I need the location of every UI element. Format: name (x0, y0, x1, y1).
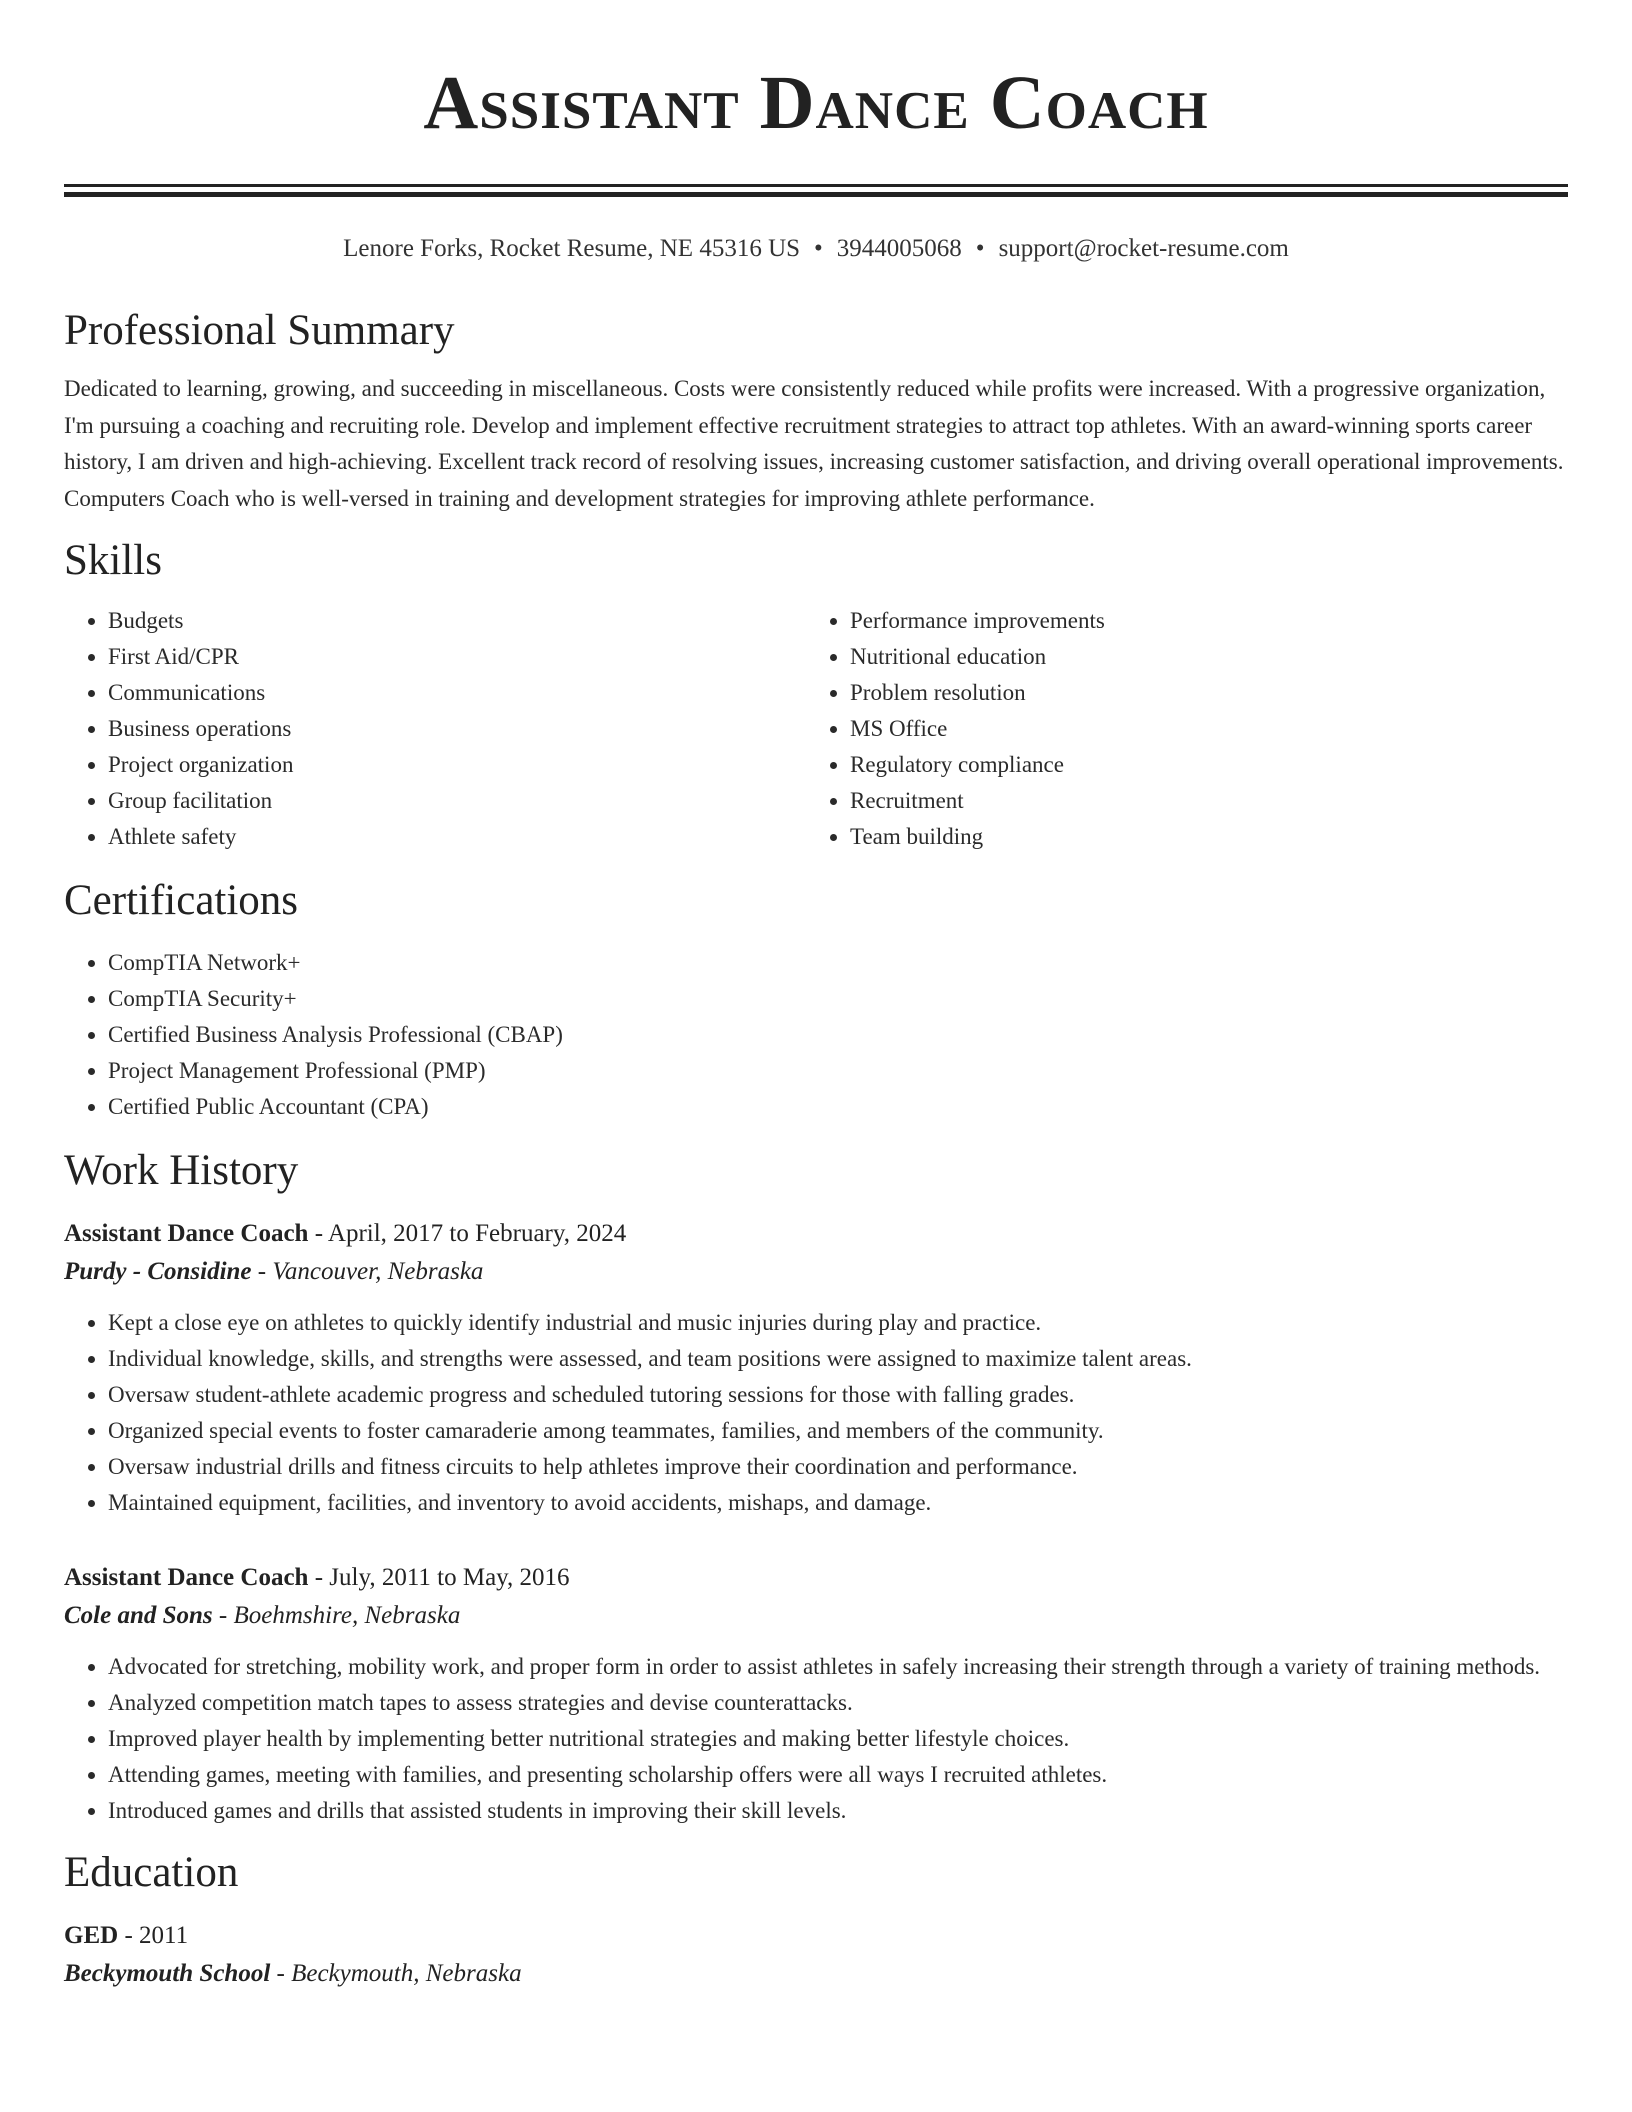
education-degree: GED (64, 1922, 119, 1949)
duty-item: • Analyzed competition match tapes to assess strategies and devise counterattacks. (108, 1685, 1568, 1721)
job-dates: - April, 2017 to February, 2024 (308, 1220, 627, 1247)
education-entry (64, 1917, 1568, 1993)
skills-list (64, 603, 1568, 855)
duty-item: • Kept a close eye on athletes to quickly identify industrial and music injuries during play and practice. (108, 1305, 1568, 1341)
skill-item: • Project organization (108, 747, 806, 783)
job-duties (64, 1305, 1568, 1521)
job-duties (64, 1649, 1568, 1829)
contact-separator: • (975, 235, 985, 262)
contact-line (64, 233, 1568, 265)
duty-item: • Individual knowledge, skills, and strengths were assessed, and team positions were assigned to maximize talent areas. (108, 1341, 1568, 1377)
job-location: - Boehmshire, Nebraska (212, 1602, 461, 1629)
duty-item: • Advocated for stretching, mobility work, and proper form in order to assist athletes in safely increasing their strength through a variety of training methods. (108, 1649, 1568, 1685)
job-title-line (64, 1559, 1568, 1597)
certification-item: • Certified Public Accountant (CPA) (108, 1089, 1568, 1125)
header-divider-thin (64, 184, 1568, 187)
certification-item: • Project Management Professional (PMP) (108, 1053, 1568, 1089)
duty-item: • Maintained equipment, facilities, and inventory to avoid accidents, mishaps, and damage. (108, 1485, 1568, 1521)
skill-item: • Team building (850, 819, 1548, 855)
summary-heading: Professional Summary (64, 307, 455, 354)
skill-item: • Nutritional education (850, 639, 1548, 675)
summary-text: Dedicated to learning, growing, and succeeding in miscellaneous. Costs were consistently reduced while profits were increased. With a progressive organization, I'm pursuing a coaching and recruiting role. Develop and implement effective recruitment strategies to attract top athletes. With an award-winning sports career history, I am driven and high-achieving. Excellent track record of resolving issues, increasing customer satisfaction, and driving overall operational improvements. Computers Coach who is well-versed in training and development strategies for improving athlete performance. (64, 376, 1564, 511)
resume-name: Assistant Dance Coach (423, 61, 1209, 145)
duty-item: • Oversaw industrial drills and fitness circuits to help athletes improve their coordination and performance. (108, 1449, 1568, 1485)
skill-item: • First Aid/CPR (108, 639, 806, 675)
skill-item: • Budgets (108, 603, 806, 639)
header-divider-thick (64, 192, 1568, 197)
job-location: - Vancouver, Nebraska (251, 1258, 484, 1285)
job-title: Assistant Dance Coach (64, 1564, 309, 1591)
job-company: Purdy - Considine (64, 1258, 252, 1285)
contact-address: Lenore Forks, Rocket Resume, NE 45316 US (343, 235, 801, 262)
education-school-line (64, 1955, 1568, 1993)
certifications-heading: Certifications (64, 877, 299, 924)
job-entry (64, 1559, 1568, 1829)
skill-item: • Business operations (108, 711, 806, 747)
job-entry (64, 1215, 1568, 1521)
resume-page (64, 0, 1568, 1993)
job-title-line (64, 1215, 1568, 1253)
skill-item: • Performance improvements (850, 603, 1548, 639)
job-dates: - July, 2011 to May, 2016 (308, 1564, 570, 1591)
work-history-heading: Work History (64, 1147, 299, 1194)
skill-item: • Group facilitation (108, 783, 806, 819)
skill-item: • Problem resolution (850, 675, 1548, 711)
job-company-line (64, 1253, 1568, 1291)
contact-email[interactable]: support@rocket-resume.com (998, 235, 1289, 262)
certifications-list (64, 945, 1568, 1125)
duty-item: • Oversaw student-athlete academic progress and scheduled tutoring sessions for those with falling grades. (108, 1377, 1568, 1413)
education-degree-line (64, 1917, 1568, 1955)
certification-item: • CompTIA Network+ (108, 945, 1568, 981)
certification-item: • CompTIA Security+ (108, 981, 1568, 1017)
job-company: Cole and Sons (64, 1602, 213, 1629)
skills-column-right (806, 603, 1548, 855)
duty-item: • Attending games, meeting with families, and presenting scholarship offers were all ways I recruited athletes. (108, 1757, 1568, 1793)
job-company-line (64, 1597, 1568, 1635)
skill-item: • Recruitment (850, 783, 1548, 819)
skill-item: • MS Office (850, 711, 1548, 747)
job-title: Assistant Dance Coach (64, 1220, 309, 1247)
skill-item: • Communications (108, 675, 806, 711)
skill-item: • Athlete safety (108, 819, 806, 855)
skills-column-left (64, 603, 806, 855)
duty-item: • Improved player health by implementing better nutritional strategies and making better lifestyle choices. (108, 1721, 1568, 1757)
contact-separator: • (814, 235, 823, 262)
education-year: - 2011 (118, 1922, 189, 1949)
skill-item: • Regulatory compliance (850, 747, 1548, 783)
certification-item: • Certified Business Analysis Professional (CBAP) (108, 1017, 1568, 1053)
education-heading: Education (64, 1849, 239, 1896)
skills-heading: Skills (64, 537, 162, 584)
duty-item: • Introduced games and drills that assisted students in improving their skill levels. (108, 1793, 1568, 1829)
education-location: - Beckymouth, Nebraska (270, 1960, 522, 1987)
education-school: Beckymouth School (64, 1960, 271, 1987)
duty-item: • Organized special events to foster camaraderie among teammates, families, and members of the community. (108, 1413, 1568, 1449)
contact-phone: 3944005068 (836, 235, 962, 262)
